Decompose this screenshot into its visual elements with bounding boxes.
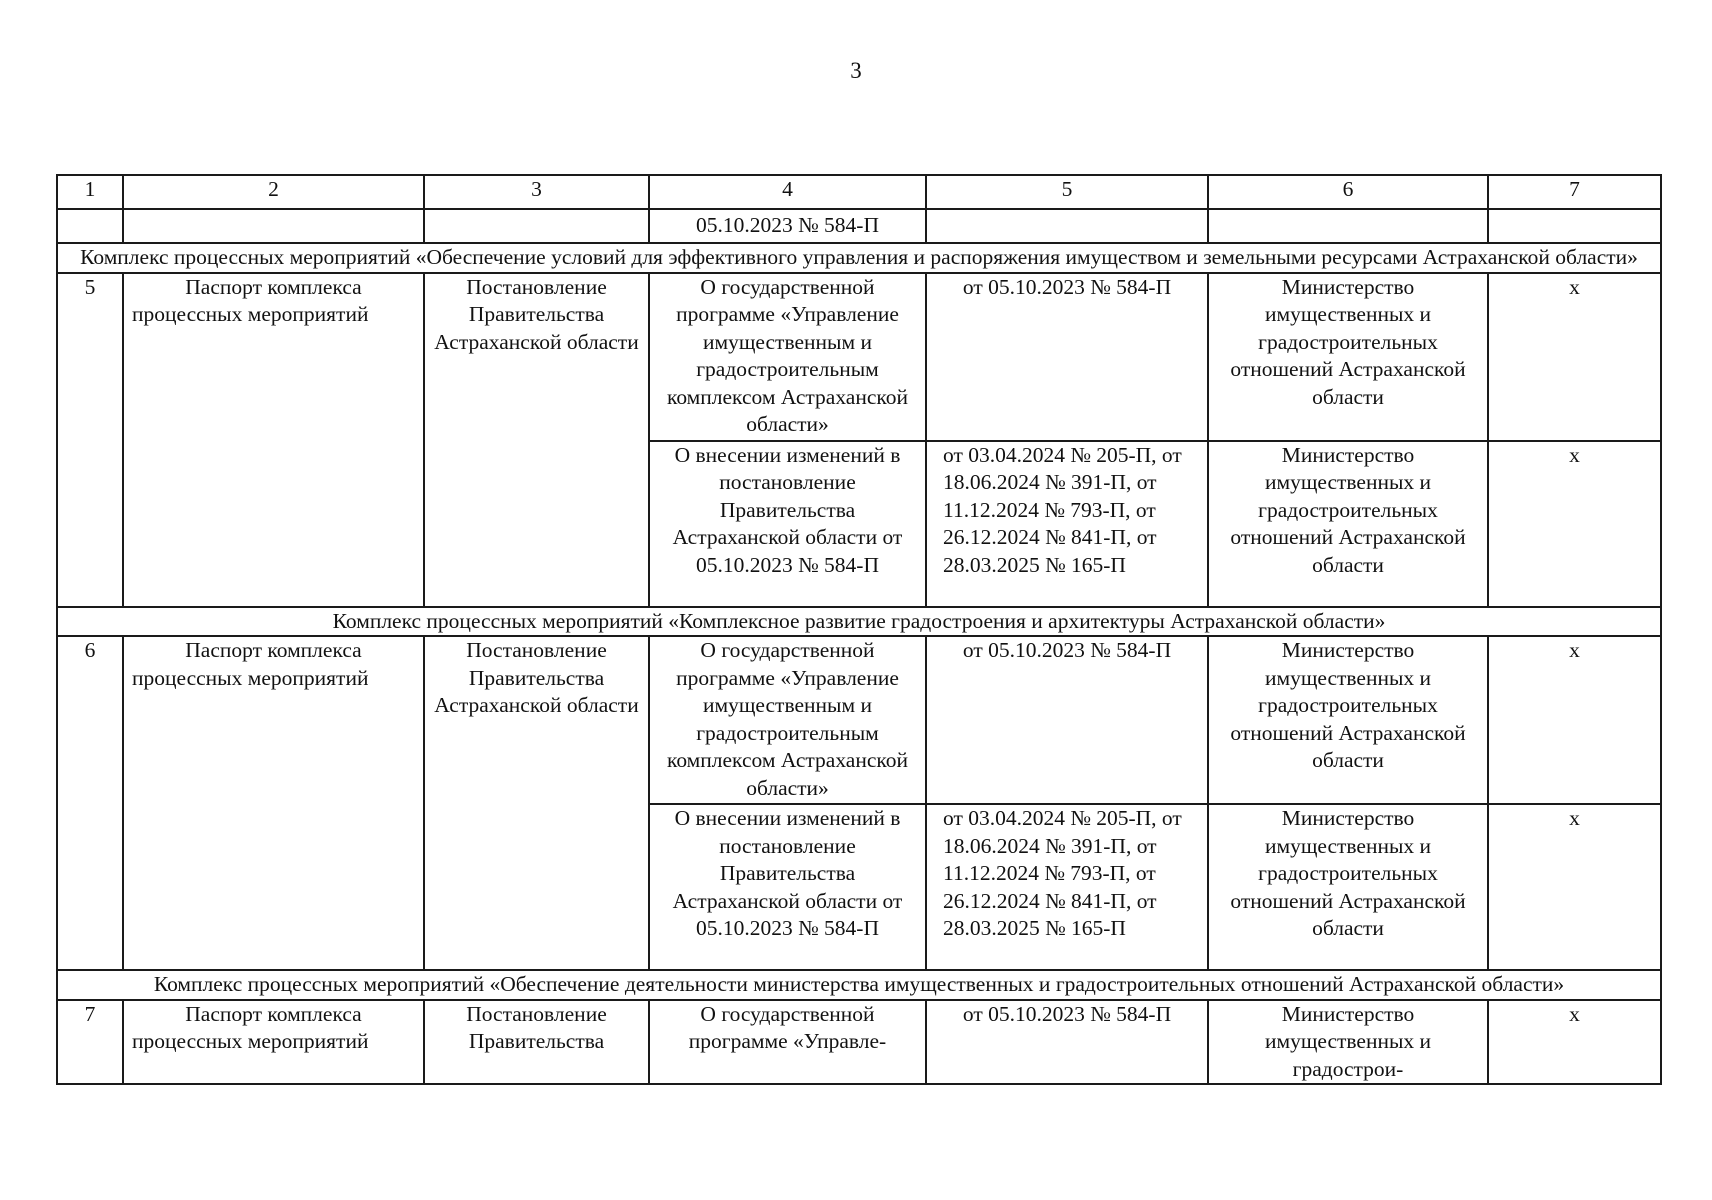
document-type: Постановление Правительства Астраханской области xyxy=(424,636,649,970)
row-number: 5 xyxy=(57,273,123,607)
document-title: О государственной программе «Управление имущественным и градостроительным комплексом Астраханской области» xyxy=(649,273,926,441)
document-title: О государственной программе «Управление имущественным и градостроительным комплексом Астраханской области» xyxy=(649,636,926,804)
row-number: 7 xyxy=(57,1000,123,1085)
document-date: от 03.04.2024 № 205-П, от 18.06.2024 № 391-П, от 11.12.2024 № 793-П, от 26.12.2024 № 841-П, от 28.03.2025 № 165-П xyxy=(926,441,1208,607)
table-header-row xyxy=(57,175,1661,209)
document-date: от 05.10.2023 № 584-П xyxy=(926,636,1208,804)
section-title: Комплекс процессных мероприятий «Обеспечение условий для эффективного управления и распоряжения имуществом и земельными ресурсами Астраханской области» xyxy=(57,243,1661,273)
continuation-cell: 05.10.2023 № 584-П xyxy=(649,209,926,243)
responsible-org: Министерство имущественных и градостроительных отношений Астраханской области xyxy=(1208,273,1488,441)
responsible-org: Министерство имущественных и градостроительных отношений Астраханской области xyxy=(1208,441,1488,607)
mark-cell: х xyxy=(1488,636,1661,804)
document-date: от 05.10.2023 № 584-П xyxy=(926,1000,1208,1085)
section-title: Комплекс процессных мероприятий «Обеспечение деятельности министерства имущественных и градостроительных отношений Астраханской области» xyxy=(57,970,1661,1000)
table-row xyxy=(57,636,1661,804)
responsible-org: Министерство имущественных и градострои- xyxy=(1208,1000,1488,1085)
responsible-org: Министерство имущественных и градостроительных отношений Астраханской области xyxy=(1208,636,1488,804)
document-table xyxy=(56,174,1662,1085)
document-date: от 05.10.2023 № 584-П xyxy=(926,273,1208,441)
mark-cell: х xyxy=(1488,804,1661,970)
table-row xyxy=(57,273,1661,441)
header-cell: 2 xyxy=(123,175,424,209)
document-name: Паспорт комплекса процессных мероприятий xyxy=(123,636,424,970)
header-cell: 5 xyxy=(926,175,1208,209)
section-row xyxy=(57,970,1661,1000)
mark-cell: х xyxy=(1488,273,1661,441)
row-number: 6 xyxy=(57,636,123,970)
responsible-org: Министерство имущественных и градостроительных отношений Астраханской области xyxy=(1208,804,1488,970)
table-row xyxy=(57,1000,1661,1085)
header-cell: 6 xyxy=(1208,175,1488,209)
header-cell: 1 xyxy=(57,175,123,209)
page-number: 3 xyxy=(850,58,862,83)
document-title: О внесении изменений в постановление Правительства Астраханской области от 05.10.2023 № 584-П xyxy=(649,804,926,970)
document-name: Паспорт комплекса процессных мероприятий xyxy=(123,1000,424,1085)
document-title: О внесении изменений в постановление Правительства Астраханской области от 05.10.2023 № 584-П xyxy=(649,441,926,607)
document-type: Постановление Правительства xyxy=(424,1000,649,1085)
document-name: Паспорт комплекса процессных мероприятий xyxy=(123,273,424,607)
header-cell: 3 xyxy=(424,175,649,209)
header-cell: 4 xyxy=(649,175,926,209)
section-title: Комплекс процессных мероприятий «Комплексное развитие градостроения и архитектуры Астраханской области» xyxy=(57,607,1661,637)
document-date: от 03.04.2024 № 205-П, от 18.06.2024 № 391-П, от 11.12.2024 № 793-П, от 26.12.2024 № 841-П, от 28.03.2025 № 165-П xyxy=(926,804,1208,970)
continuation-row xyxy=(57,209,1661,243)
document-title: О государственной программе «Управле- xyxy=(649,1000,926,1085)
mark-cell: х xyxy=(1488,441,1661,607)
section-row xyxy=(57,243,1661,273)
section-row xyxy=(57,607,1661,637)
document-type: Постановление Правительства Астраханской области xyxy=(424,273,649,607)
mark-cell: х xyxy=(1488,1000,1661,1085)
header-cell: 7 xyxy=(1488,175,1661,209)
